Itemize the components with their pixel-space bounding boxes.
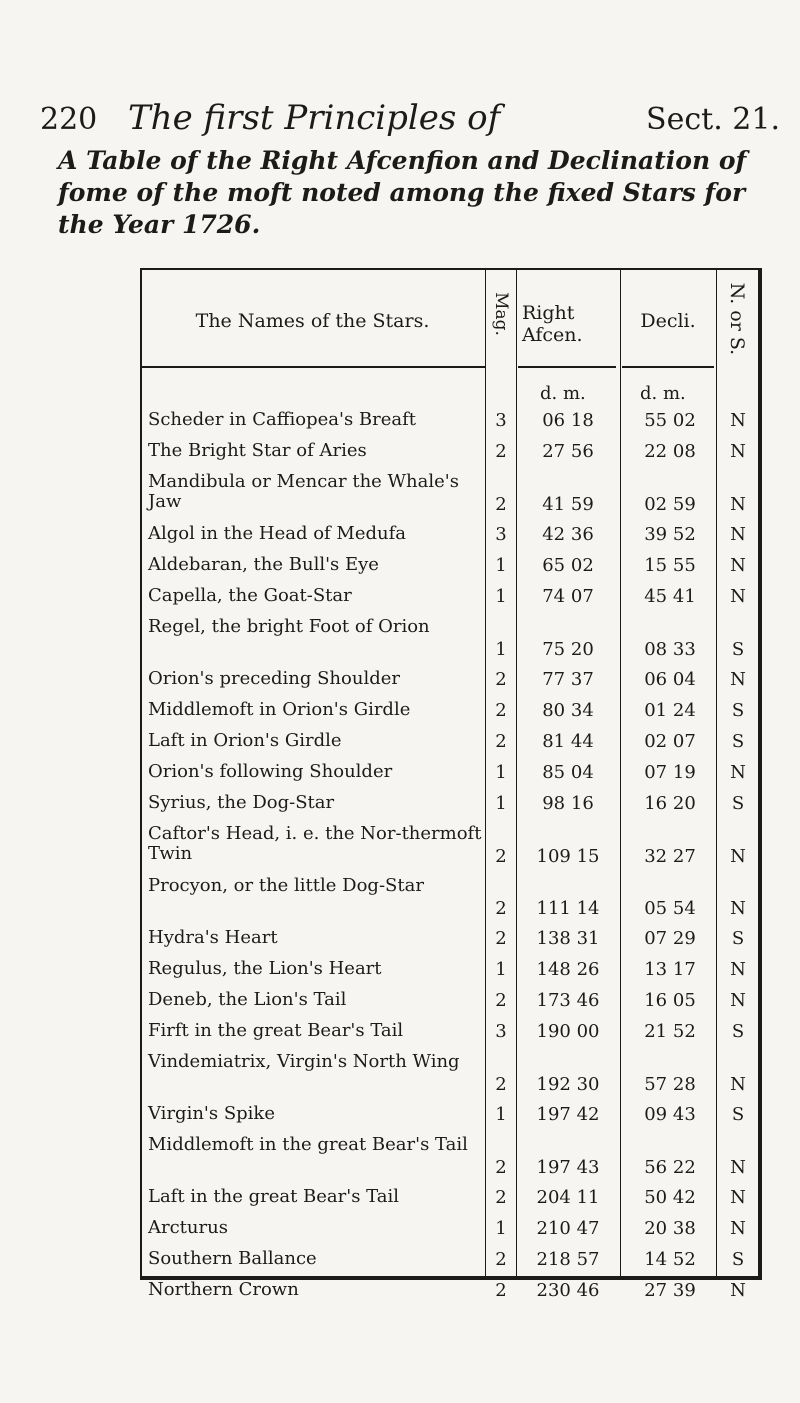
right-ascension-cell: 111 14 xyxy=(536,898,600,919)
declination-cell: 56 22 xyxy=(644,1157,696,1178)
declination-cell: 07 19 xyxy=(644,762,696,783)
magnitude-cell: 1 xyxy=(495,793,507,814)
magnitude-cell: 2 xyxy=(495,1074,507,1095)
declination-cell: 22 08 xyxy=(644,441,696,462)
declination-cell: 09 43 xyxy=(644,1104,696,1125)
north-south-cell: S xyxy=(731,1021,745,1042)
star-name: Deneb, the Lion's Tail xyxy=(148,989,347,1010)
right-ascension-cell: 173 46 xyxy=(536,990,600,1011)
star-name: Caftor's Head, i. e. the Nor-thermoft Twin xyxy=(148,823,482,864)
star-table xyxy=(140,268,762,1301)
magnitude-cell: 2 xyxy=(495,1187,507,1208)
table-row xyxy=(140,520,762,551)
table-row xyxy=(140,665,762,696)
table-row xyxy=(140,1131,762,1183)
magnitude-cell: 2 xyxy=(495,441,507,462)
column-header-right-ascension: Right Afcen. xyxy=(522,302,583,346)
right-ascension-units: d. m. xyxy=(540,383,586,404)
magnitude-cell: 3 xyxy=(495,410,507,431)
declination-cell: 02 59 xyxy=(644,494,696,515)
section-reference: Sect. 21. xyxy=(646,102,780,137)
table-row xyxy=(140,1245,762,1276)
right-ascension-cell: 06 18 xyxy=(542,410,594,431)
magnitude-cell: 1 xyxy=(495,1104,507,1125)
magnitude-cell: 2 xyxy=(495,990,507,1011)
table-row xyxy=(140,1276,762,1307)
right-ascension-cell: 74 07 xyxy=(542,586,594,607)
right-ascension-cell: 77 37 xyxy=(542,669,594,690)
right-ascension-cell: 190 00 xyxy=(536,1021,600,1042)
right-ascension-cell: 138 31 xyxy=(536,928,600,949)
column-header-declination: Decli. xyxy=(640,310,696,332)
star-name: Procyon, or the little Dog-Star xyxy=(148,875,424,896)
right-ascension-cell: 197 42 xyxy=(536,1104,600,1125)
star-name: Regel, the bright Foot of Orion xyxy=(148,616,430,637)
declination-cell: 06 04 xyxy=(644,669,696,690)
column-header-names: The Names of the Stars. xyxy=(195,310,430,332)
running-title: The first Principles of xyxy=(128,98,501,138)
magnitude-cell: 2 xyxy=(495,928,507,949)
north-south-cell: N xyxy=(730,555,746,576)
table-row xyxy=(140,468,762,520)
right-ascension-cell: 210 47 xyxy=(536,1218,600,1239)
star-name: Syrius, the Dog-Star xyxy=(148,792,335,813)
right-ascension-cell: 42 36 xyxy=(542,524,594,545)
declination-cell: 15 55 xyxy=(644,555,696,576)
declination-cell: 39 52 xyxy=(644,524,696,545)
north-south-cell: N xyxy=(730,762,746,783)
declination-cell: 27 39 xyxy=(644,1280,696,1301)
right-ascension-cell: 218 57 xyxy=(536,1249,600,1270)
star-name: The Bright Star of Aries xyxy=(148,440,367,461)
star-name: Laft in the great Bear's Tail xyxy=(148,1186,400,1207)
north-south-cell: N xyxy=(730,494,746,515)
magnitude-cell: 1 xyxy=(495,555,507,576)
star-name: Vindemiatrix, Virgin's North Wing xyxy=(148,1051,460,1072)
north-south-cell: N xyxy=(730,441,746,462)
north-south-cell: S xyxy=(731,1104,745,1125)
right-ascension-cell: 41 59 xyxy=(542,494,594,515)
star-name: Northern Crown xyxy=(148,1279,299,1300)
star-name: Regulus, the Lion's Heart xyxy=(148,958,382,979)
right-ascension-cell: 80 34 xyxy=(542,700,594,721)
table-row xyxy=(140,820,762,872)
north-south-cell: S xyxy=(731,793,745,814)
table-row xyxy=(140,437,762,468)
table-row xyxy=(140,1183,762,1214)
table-row xyxy=(140,1017,762,1048)
magnitude-cell: 2 xyxy=(495,846,507,867)
declination-cell: 20 38 xyxy=(644,1218,696,1239)
right-ascension-cell: 98 16 xyxy=(542,793,594,814)
north-south-cell: N xyxy=(730,898,746,919)
north-south-cell: N xyxy=(730,1187,746,1208)
right-ascension-cell: 27 56 xyxy=(542,441,594,462)
north-south-cell: S xyxy=(731,639,745,660)
right-ascension-cell: 197 43 xyxy=(536,1157,600,1178)
right-ascension-cell: 85 04 xyxy=(542,762,594,783)
star-name: Middlemoft in the great Bear's Tail xyxy=(148,1134,468,1155)
star-name: Firft in the great Bear's Tail xyxy=(148,1020,404,1041)
magnitude-cell: 2 xyxy=(495,1280,507,1301)
declination-cell: 16 05 xyxy=(644,990,696,1011)
star-name: Hydra's Heart xyxy=(148,927,278,948)
magnitude-cell: 2 xyxy=(495,898,507,919)
declination-cell: 57 28 xyxy=(644,1074,696,1095)
magnitude-cell: 2 xyxy=(495,700,507,721)
table-caption: A Table of the Right Afcenfion and Declination of fome of the moft noted among the fixed Stars for the Year 1726. xyxy=(58,146,747,239)
right-ascension-cell: 230 46 xyxy=(536,1280,600,1301)
magnitude-cell: 1 xyxy=(495,959,507,980)
north-south-cell: S xyxy=(731,928,745,949)
declination-cell: 32 27 xyxy=(644,846,696,867)
table-row xyxy=(140,986,762,1017)
table-row xyxy=(140,789,762,820)
star-name: Virgin's Spike xyxy=(148,1103,275,1124)
table-row xyxy=(140,758,762,789)
table-row xyxy=(140,551,762,582)
table-row xyxy=(140,872,762,924)
magnitude-cell: 1 xyxy=(495,639,507,660)
magnitude-cell: 2 xyxy=(495,1157,507,1178)
right-ascension-cell: 204 11 xyxy=(536,1187,600,1208)
column-header-magnitude: Mag. xyxy=(491,292,512,336)
right-ascension-cell: 81 44 xyxy=(542,731,594,752)
star-name: Algol in the Head of Medufa xyxy=(148,523,407,544)
declination-cell: 08 33 xyxy=(644,639,696,660)
star-name: Orion's preceding Shoulder xyxy=(148,668,400,689)
table-row xyxy=(140,613,762,665)
north-south-cell: S xyxy=(731,731,745,752)
running-header xyxy=(40,98,780,138)
north-south-cell: N xyxy=(730,1218,746,1239)
right-ascension-cell: 75 20 xyxy=(542,639,594,660)
declination-cell: 05 54 xyxy=(644,898,696,919)
magnitude-cell: 2 xyxy=(495,731,507,752)
declination-cell: 16 20 xyxy=(644,793,696,814)
declination-cell: 13 17 xyxy=(644,959,696,980)
star-name: Scheder in Caffiopea's Breaft xyxy=(148,409,417,430)
table-row xyxy=(140,1100,762,1131)
header-rule xyxy=(622,366,714,368)
magnitude-cell: 2 xyxy=(495,669,507,690)
header-rule xyxy=(518,366,616,368)
north-south-cell: N xyxy=(730,1157,746,1178)
right-ascension-cell: 65 02 xyxy=(542,555,594,576)
north-south-cell: N xyxy=(730,1280,746,1301)
table-row xyxy=(140,955,762,986)
north-south-cell: N xyxy=(730,846,746,867)
star-name: Southern Ballance xyxy=(148,1248,317,1269)
magnitude-cell: 3 xyxy=(495,524,507,545)
page-number: 220 xyxy=(40,102,98,137)
star-name: Mandibula or Mencar the Whale's Jaw xyxy=(148,471,459,512)
north-south-cell: S xyxy=(731,700,745,721)
declination-cell: 07 29 xyxy=(644,928,696,949)
declination-cell: 50 42 xyxy=(644,1187,696,1208)
declination-cell: 01 24 xyxy=(644,700,696,721)
north-south-cell: N xyxy=(730,669,746,690)
right-ascension-cell: 192 30 xyxy=(536,1074,600,1095)
right-ascension-cell: 148 26 xyxy=(536,959,600,980)
star-name: Middlemoft in Orion's Girdle xyxy=(148,699,411,720)
table-row xyxy=(140,696,762,727)
star-name: Laft in Orion's Girdle xyxy=(148,730,342,751)
table-row xyxy=(140,1214,762,1245)
north-south-cell: N xyxy=(730,1074,746,1095)
table-row xyxy=(140,1048,762,1100)
magnitude-cell: 1 xyxy=(495,1218,507,1239)
star-name: Arcturus xyxy=(148,1217,228,1238)
north-south-cell: S xyxy=(731,1249,745,1270)
north-south-cell: N xyxy=(730,524,746,545)
star-name: Orion's following Shoulder xyxy=(148,761,393,782)
table-row xyxy=(140,727,762,758)
declination-cell: 14 52 xyxy=(644,1249,696,1270)
magnitude-cell: 1 xyxy=(495,762,507,783)
table-row xyxy=(140,406,762,437)
right-ascension-cell: 109 15 xyxy=(536,846,600,867)
magnitude-cell: 2 xyxy=(495,494,507,515)
declination-cell: 02 07 xyxy=(644,731,696,752)
star-name: Aldebaran, the Bull's Eye xyxy=(148,554,379,575)
table-row xyxy=(140,924,762,955)
magnitude-cell: 3 xyxy=(495,1021,507,1042)
column-header-north-south: N. or S. xyxy=(726,282,748,356)
declination-cell: 45 41 xyxy=(644,586,696,607)
north-south-cell: N xyxy=(730,990,746,1011)
north-south-cell: N xyxy=(730,410,746,431)
north-south-cell: N xyxy=(730,586,746,607)
declination-units: d. m. xyxy=(640,383,686,404)
table-row xyxy=(140,582,762,613)
north-south-cell: N xyxy=(730,959,746,980)
declination-cell: 21 52 xyxy=(644,1021,696,1042)
header-rule xyxy=(142,366,486,368)
magnitude-cell: 2 xyxy=(495,1249,507,1270)
declination-cell: 55 02 xyxy=(644,410,696,431)
star-name: Capella, the Goat-Star xyxy=(148,585,352,606)
magnitude-cell: 1 xyxy=(495,586,507,607)
